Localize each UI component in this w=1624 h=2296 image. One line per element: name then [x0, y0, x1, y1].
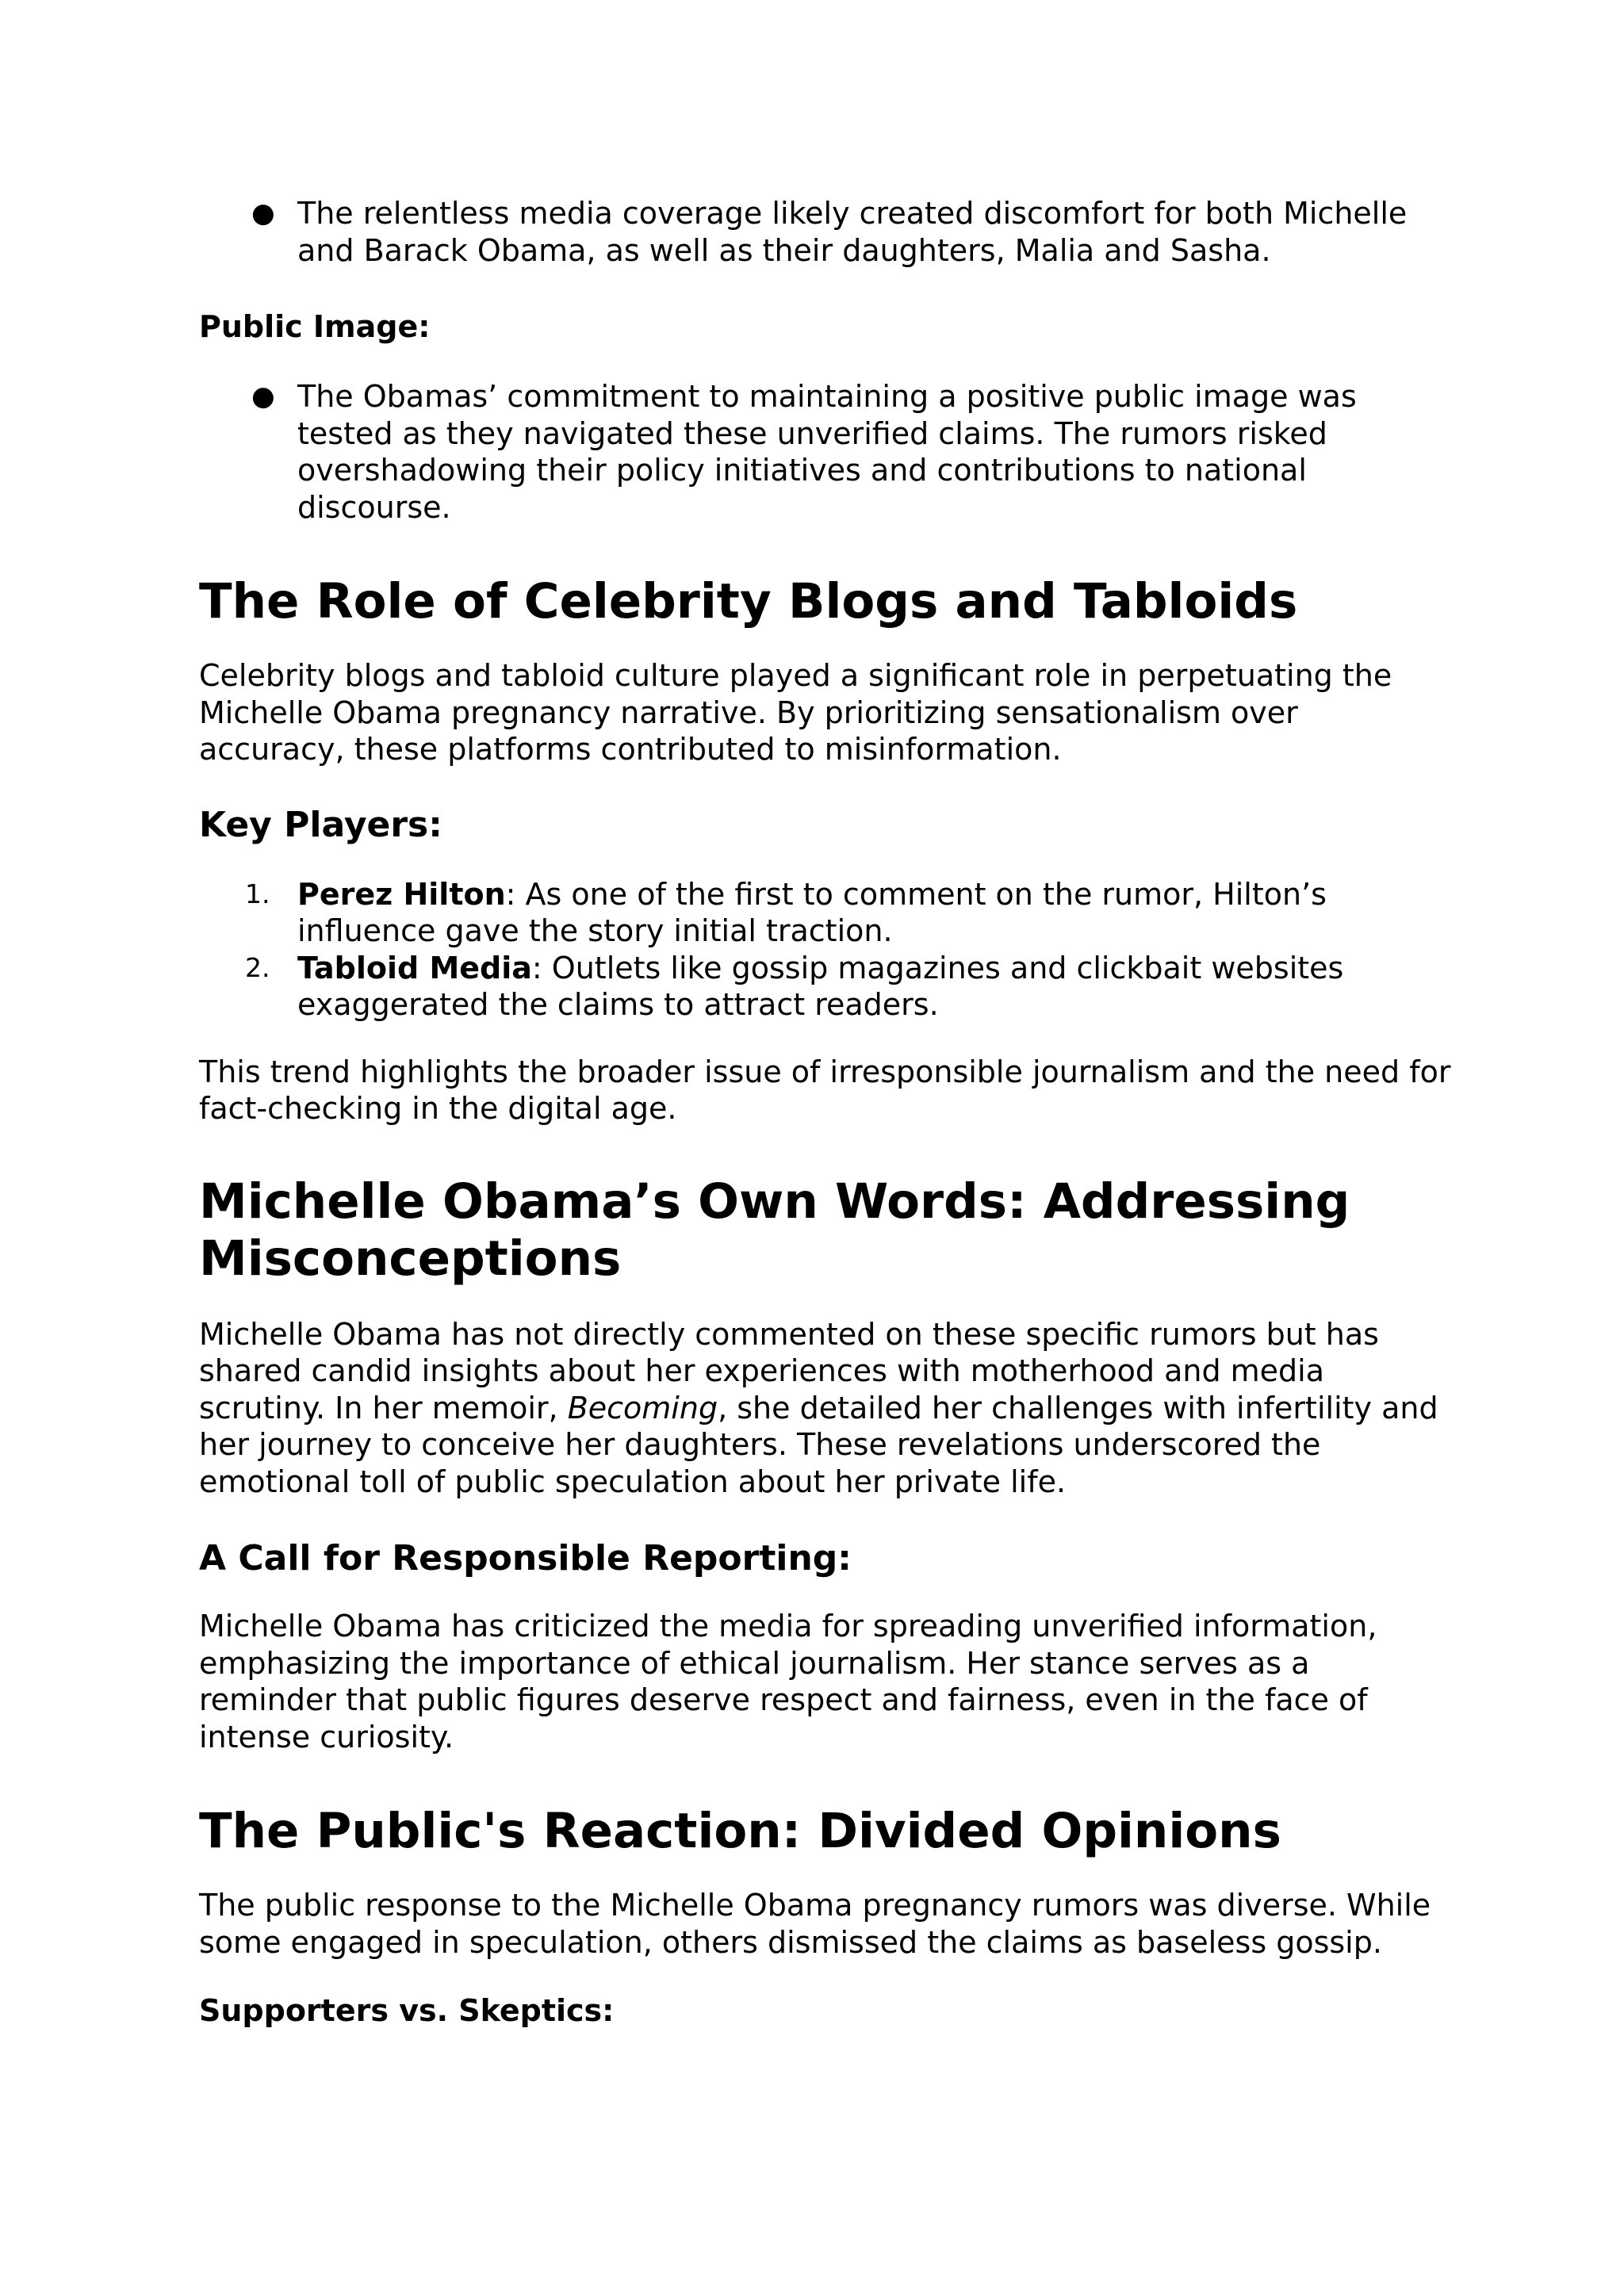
player-description: : As one of the first to comment on the rumor, Hilton’s influence gave the story initial traction.	[297, 876, 1327, 948]
celebrity-blogs-closing: This trend highlights the broader issue of irresponsible journalism and the need for fact-checking in the digital age.	[199, 1054, 1451, 1126]
list-number: 1.	[245, 878, 270, 909]
list-item-text: The relentless media coverage likely created discomfort for both Michelle and Barack Obama, as well as their daughters, Malia and Sasha.	[297, 196, 1408, 268]
responsible-reporting-heading: A Call for Responsible Reporting:	[199, 1538, 852, 1578]
own-words-heading: Michelle Obama’s Own Words: Addressing Misconceptions	[199, 1173, 1350, 1287]
list-item	[199, 195, 1452, 269]
supporters-skeptics-heading: Supporters vs. Skeptics:	[199, 1993, 615, 2028]
key-players-heading: Key Players:	[199, 804, 442, 845]
own-words-paragraph	[199, 1316, 1452, 1501]
list-item-text: The Obamas’ commitment to maintaining a positive public image was tested as they navigated these unverified claims. The rumors risked overshadowing their policy initiatives and contributions to national discourse.	[297, 379, 1357, 525]
public-image-heading: Public Image:	[199, 309, 431, 344]
player-description: : Outlets like gossip magazines and clickbait websites exaggerated the claims to attract readers.	[297, 950, 1344, 1022]
bullet-icon: ●	[251, 381, 275, 412]
document-content	[199, 195, 1452, 2029]
player-name: Tabloid Media	[297, 950, 532, 985]
list-item	[199, 950, 1452, 1024]
own-words-text-end: , she detailed her challenges with infertility and her journey to conceive her daughters. These revelations underscored the emotional toll of public speculation about her private life.	[199, 1390, 1438, 1499]
list-number: 2.	[245, 951, 270, 983]
responsible-reporting-paragraph: Michelle Obama has criticized the media for spreading unverified information, emphasizing the importance of ethical journalism. Her stance serves as a reminder that public figures deserve respect and fairness, even in the face of intense curiosity.	[199, 1609, 1377, 1755]
key-players-list	[199, 876, 1452, 1024]
public-image-bullet-list	[199, 378, 1452, 526]
bullet-icon: ●	[251, 197, 275, 229]
own-words-text-start: Michelle Obama has not directly commented on these specific rumors but has shared candid insights about her experiences with motherhood and media scrutiny. In her memoir,	[199, 1316, 1379, 1425]
celebrity-blogs-heading: The Role of Celebrity Blogs and Tabloids	[199, 573, 1298, 629]
intro-bullet-list	[199, 195, 1452, 269]
celebrity-blogs-paragraph: Celebrity blogs and tabloid culture played a significant role in perpetuating the Michelle Obama pregnancy narrative. By prioritizing sensationalism over accuracy, these platforms contributed to misinformation.	[199, 658, 1392, 767]
book-title: Becoming	[567, 1390, 718, 1425]
list-item	[199, 876, 1452, 950]
public-reaction-paragraph: The public response to the Michelle Obama pregnancy rumors was diverse. While some engaged in speculation, others dismissed the claims as baseless gossip.	[199, 1888, 1431, 1960]
player-name: Perez Hilton	[297, 876, 506, 912]
public-reaction-heading: The Public's Reaction: Divided Opinions	[199, 1803, 1281, 1859]
list-item	[199, 378, 1452, 526]
